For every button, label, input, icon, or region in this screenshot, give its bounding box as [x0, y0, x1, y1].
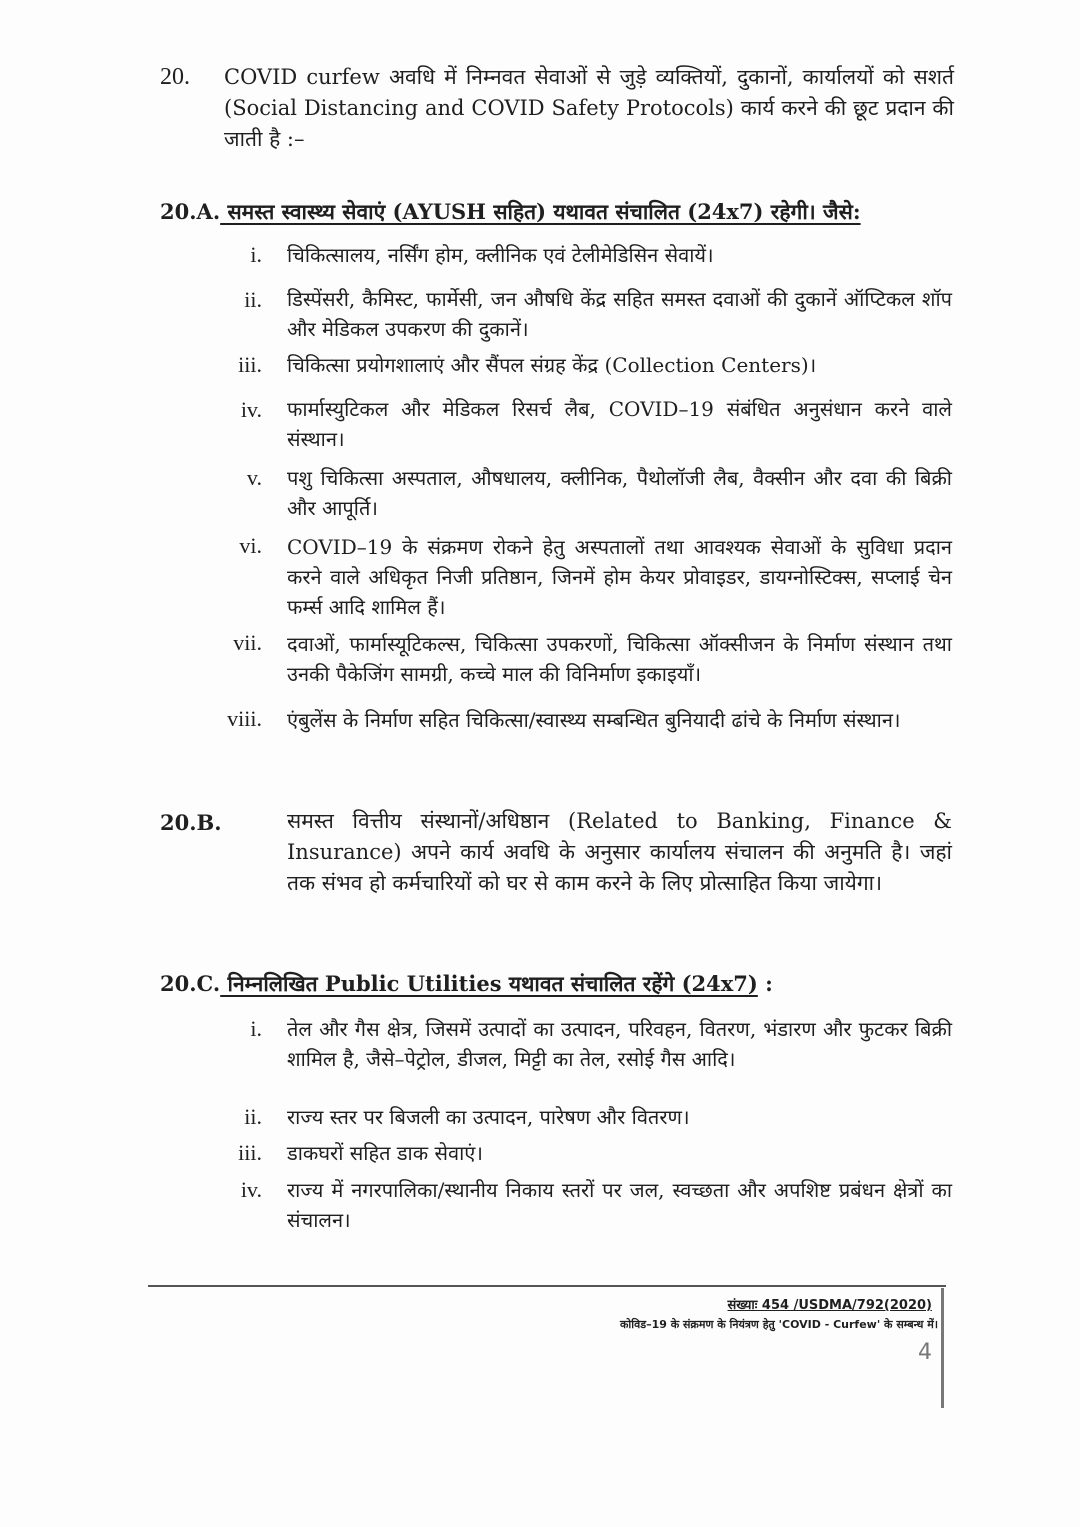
- list-item-number: vi.: [239, 533, 262, 558]
- footer-subject: कोविड–19 के संक्रमण के नियंत्रण हेतु 'COVID - Curfew' के सम्बन्ध में।: [619, 1318, 938, 1331]
- list-item: एंबुलेंस के निर्माण सहित चिकित्सा/स्वास्थ्य सम्बन्धित बुनियादी ढांचे के निर्माण संस्थान।: [287, 708, 901, 732]
- list-item-number: ii.: [244, 1104, 262, 1129]
- section-text: समस्त वित्तीय संस्थानों/अधिष्ठान (Related to Banking, Finance & Insurance) अपने कार्य अवधि के अनुसार कार्यालय संचालन की अनुमति है। जहां तक संभव हो कर्मचारियों को घर से काम करने के लिए प्रोत्साहित किया जायेगा।: [287, 809, 952, 895]
- section-heading: [160, 198, 861, 226]
- list-item: COVID–19 के संक्रमण रोकने हेतु अस्पतालों तथा आवश्यक सेवाओं के सुविधा प्रदान करने वाले अधिकृत निजी प्रतिष्ठान, जिनमें होम केयर प्रोवाइडर, डायग्नोस्टिक्स, सप्लाई चेन फर्म्स आदि शामिल हैं।: [287, 535, 952, 619]
- list-item: तेल और गैस क्षेत्र, जिसमें उत्पादों का उत्पादन, परिवहन, वितरण, भंडारण और फुटकर बिक्री शामिल है, जैसे–पेट्रोल, डीजल, मिट्टी का तेल, रसोई गैस आदि।: [287, 1017, 952, 1071]
- footer-margin-line: [941, 1288, 944, 1408]
- paragraph-number: 20.: [160, 64, 190, 90]
- list-item: राज्य स्तर पर बिजली का उत्पादन, पारेषण और वितरण।: [287, 1105, 690, 1129]
- page-number: 4: [918, 1340, 932, 1365]
- list-item-number: iv.: [240, 1177, 262, 1202]
- footer-divider: [148, 1285, 946, 1287]
- list-item-number: vii.: [233, 630, 262, 655]
- list-item: चिकित्सा प्रयोगशालाएं और सैंपल संग्रह केंद्र (Collection Centers)।: [287, 353, 817, 377]
- reference-number: संख्याः 454 /USDMA/792(2020): [727, 1298, 932, 1313]
- section-label: 20.C.: [160, 971, 221, 996]
- list-item: चिकित्सालय, नर्सिंग होम, क्लीनिक एवं टेलीमेडिसिन सेवायें।: [287, 243, 714, 267]
- list-item: राज्य में नगरपालिका/स्थानीय निकाय स्तरों पर जल, स्वच्छता और अपशिष्ट प्रबंधन क्षेत्रों का संचालन।: [287, 1178, 952, 1232]
- list-item-number: ii.: [244, 287, 262, 312]
- list-item: पशु चिकित्सा अस्पताल, औषधालय, क्लीनिक, पैथोलॉजी लैब, वैक्सीन और दवा की बिक्री और आपूर्ति।: [287, 466, 952, 520]
- section-label: 20.A.: [160, 199, 221, 224]
- list-item-number: i.: [250, 242, 262, 267]
- section-label: 20.B.: [160, 810, 222, 835]
- section-title: निम्नलिखित Public Utilities यथावत संचालित रहेंगे (24x7): [220, 971, 758, 996]
- list-item: फार्मास्युटिकल और मेडिकल रिसर्च लैब, COVID–19 संबंधित अनुसंधान करने वाले संस्थान।: [287, 397, 952, 451]
- list-item-number: i.: [250, 1016, 262, 1041]
- section-title-tail: :: [757, 971, 773, 996]
- list-item-number: viii.: [227, 706, 262, 731]
- paragraph-text: COVID curfew अवधि में निम्नवत सेवाओं से जुड़े व्यक्तियों, दुकानों, कार्यालयों को सशर्त (Social Distancing and COVID Safety Protocols) कार्य करने की छूट प्रदान की जाती है :–: [224, 65, 954, 151]
- list-item-number: iii.: [238, 352, 262, 377]
- list-item-number: iv.: [240, 397, 262, 422]
- list-item-number: iii.: [238, 1140, 262, 1165]
- section-title: समस्त स्वास्थ्य सेवाएं (AYUSH सहित) यथावत संचालित (24x7) रहेगी। जैसे:: [220, 199, 861, 224]
- list-item: दवाओं, फार्मास्यूटिकल्स, चिकित्सा उपकरणों, चिकित्सा ऑक्सीजन के निर्माण संस्थान तथा उनकी पैकेजिंग सामग्री, कच्चे माल की विनिर्माण इकाइयाँ।: [287, 632, 952, 686]
- list-item-number: v.: [246, 465, 262, 490]
- list-item: डाकघरों सहित डाक सेवाएं।: [287, 1141, 483, 1165]
- section-heading: [160, 970, 773, 998]
- list-item: डिस्पेंसरी, कैमिस्ट, फार्मेसी, जन औषधि केंद्र सहित समस्त दवाओं की दुकानें ऑप्टिकल शॉप और मेडिकल उपकरण की दुकानें।: [287, 287, 952, 341]
